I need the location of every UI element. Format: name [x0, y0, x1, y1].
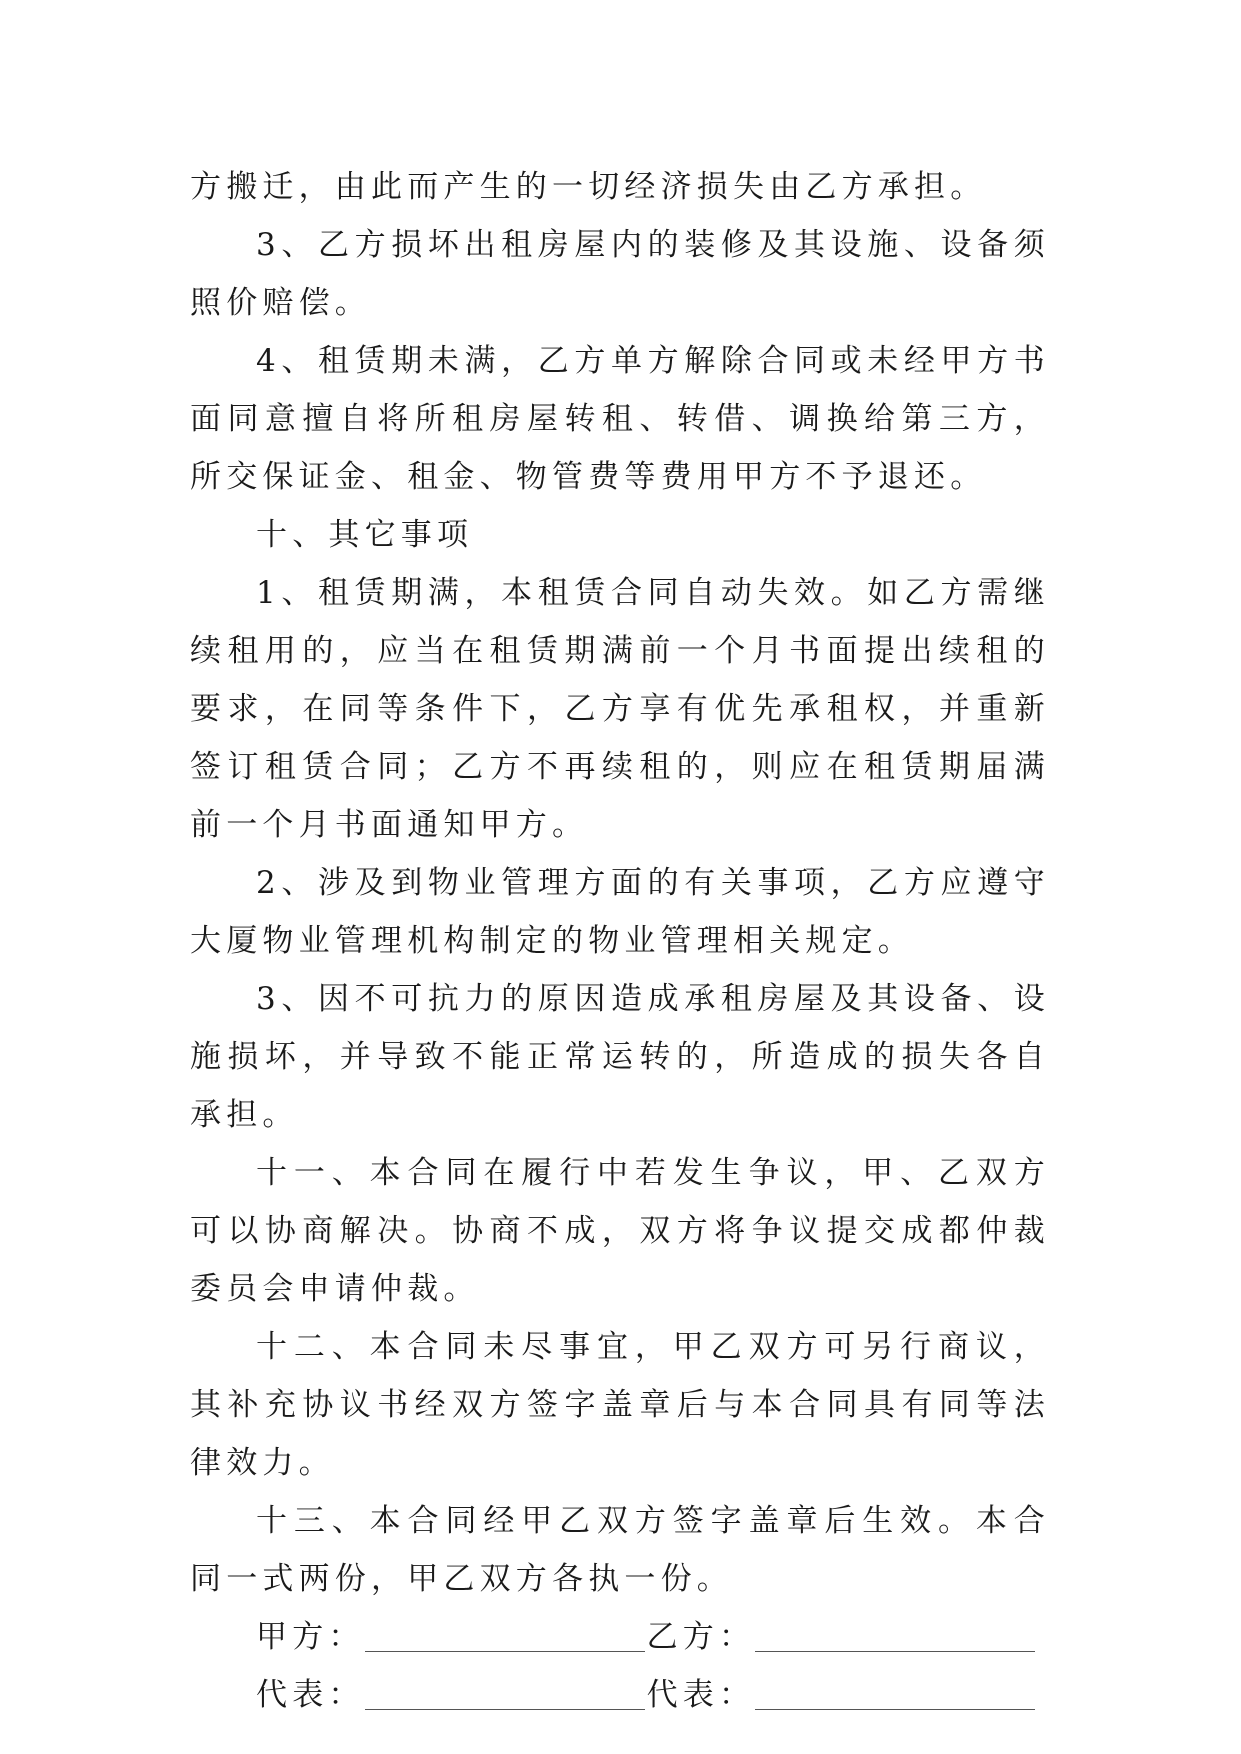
rep-b-signature-line[interactable] [755, 1679, 1035, 1710]
paragraph-clause-3-damage: 3、乙方损坏出租房屋内的装修及其设施、设备须照价赔偿。 [190, 227, 1050, 321]
party-b-label: 乙方： [646, 1619, 756, 1655]
signature-row-representatives [190, 1666, 1050, 1724]
party-a-label: 甲方： [256, 1619, 365, 1655]
rep-b-label: 代表： [646, 1677, 756, 1713]
paragraph-article-12-supplements: 十二、本合同未尽事宜，甲乙双方可另行商议，其补充协议书经双方签字盖章后与本合同具有同等法律效力。 [190, 1329, 1050, 1481]
paragraph-clause-4-early-termination: 4、租赁期未满，乙方单方解除合同或未经甲方书面同意擅自将所租房屋转租、转借、调换给第三方，所交保证金、租金、物管费等费用甲方不予退还。 [190, 343, 1050, 495]
signature-row-parties [190, 1608, 1050, 1666]
section-heading-other-matters: 十、其它事项 [256, 517, 474, 553]
rep-a-label: 代表： [256, 1677, 365, 1713]
paragraph-continuation: 方搬迁，由此而产生的一切经济损失由乙方承担。 [190, 169, 987, 205]
party-a-signature-line[interactable] [365, 1621, 645, 1652]
paragraph-other-1-renewal: 1、租赁期满，本租赁合同自动失效。如乙方需继续租用的，应当在租赁期满前一个月书面提出续租的要求，在同等条件下，乙方享有优先承租权，并重新签订租赁合同；乙方不再续租的，则应在租赁期届满前一个月书面通知甲方。 [190, 575, 1050, 843]
rep-a-signature-line[interactable] [365, 1679, 645, 1710]
contract-body [190, 158, 1050, 1724]
party-b-signature-line[interactable] [755, 1621, 1035, 1652]
paragraph-other-2-property-management: 2、涉及到物业管理方面的有关事项，乙方应遵守大厦物业管理机构制定的物业管理相关规定。 [190, 865, 1050, 959]
paragraph-other-3-force-majeure: 3、因不可抗力的原因造成承租房屋及其设备、设施损坏，并导致不能正常运转的，所造成的损失各自承担。 [190, 981, 1050, 1133]
paragraph-article-11-disputes: 十一、本合同在履行中若发生争议，甲、乙双方可以协商解决。协商不成，双方将争议提交成都仲裁委员会申请仲裁。 [190, 1155, 1050, 1307]
paragraph-article-13-effectiveness: 十三、本合同经甲乙双方签字盖章后生效。本合同一式两份，甲乙双方各执一份。 [190, 1503, 1050, 1597]
